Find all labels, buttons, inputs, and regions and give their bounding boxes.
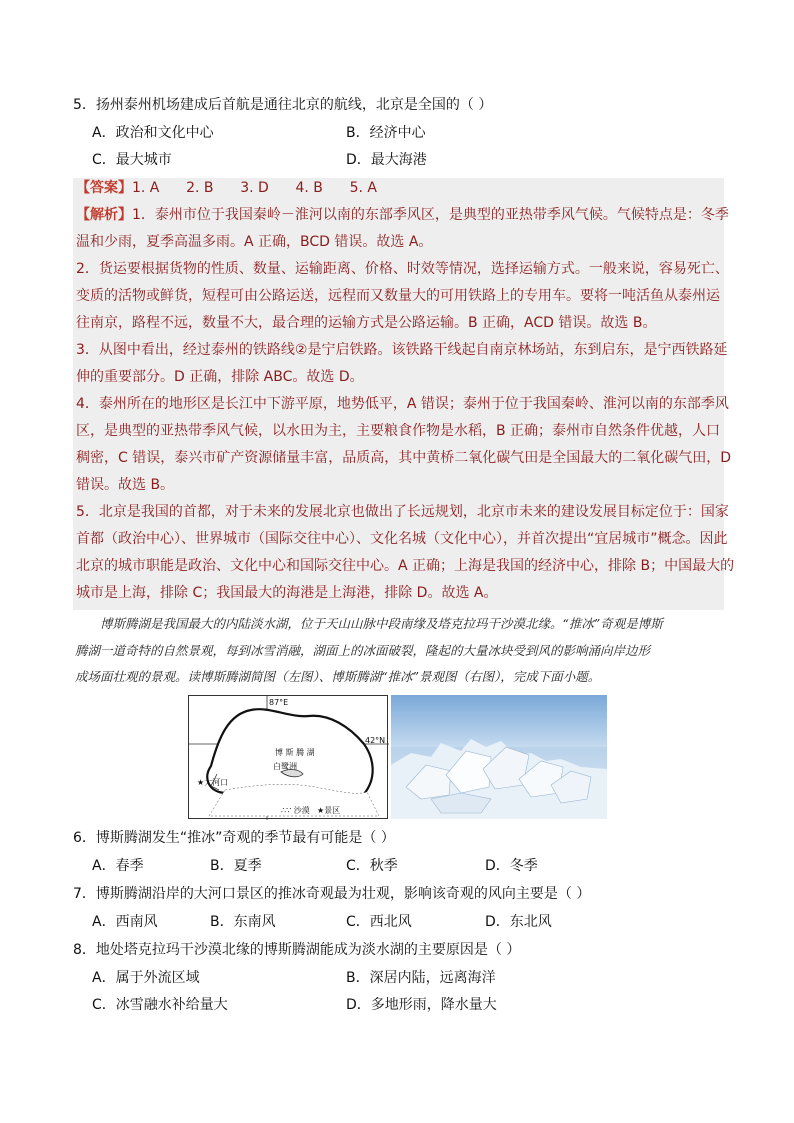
q7-option-a: A．西南风 [92,914,158,930]
q6-option-d: D．冬季 [485,858,538,874]
question-8-stem: 8．地处塔克拉玛干沙漠北缘的博斯腾湖能成为淡水湖的主要原因是（ ） [73,942,521,958]
q5-option-c: C．最大城市 [92,152,172,168]
analysis-text-line: 3．从图中看出，经过泰州的铁路线②是宁启铁路。该铁路干线起自南京林场站，东到启东，是宁西铁路延 [76,342,728,358]
q7-option-d: D．东北风 [485,914,552,930]
legend-desert: ∴∵ 沙漠 [281,806,310,815]
scenic-spot-marker: ★大河口 [197,778,229,787]
lake-outline-graphic [189,696,389,820]
question-6-stem: 6．博斯腾湖发生“推冰”奇观的季节最有可能是（ ） [73,830,395,846]
island-label: 白鹭洲 [273,762,297,771]
scenic-spot-label: 大河口 [204,778,229,787]
analysis-text-line: 区，是典型的亚热带季风气候，以水田为主，主要粮食作物是水稻，B 正确；泰州市自然条件优越，人口 [76,423,721,439]
q5-option-d: D．最大海港 [346,152,427,168]
push-ice-photo [391,695,607,819]
analysis-text-line: 5．北京是我国的首都，对于未来的发展北京也做出了长远规划，北京市未来的建设发展目标定位于：国家 [76,504,729,520]
analysis-text-line: 首都（政治中心）、世界城市（国际交往中心）、文化名城（文化中心），并首次提出“宜居城市”概念。因此 [76,531,728,547]
lake-figure [188,695,607,819]
analysis-text-line: 北京的城市职能是政治、文化中心和国际交往中心。A 正确；上海是我国的经济中心，排除 B；中国最大的 [76,558,735,574]
answer-items: 1. A 2. B 3. D 4. B 5. A [132,180,377,196]
material-intro-line: 博斯腾湖是我国最大的内陆淡水湖，位于天山山脉中段南缘及塔克拉玛干沙漠北缘。“推冰”奇观是博斯 [100,616,663,631]
question-7-stem: 7．博斯腾湖沿岸的大河口景区的推冰奇观最为壮观，影响该奇观的风向主要是（ ） [73,886,591,902]
longitude-label: 87°E [269,698,289,707]
q6-option-b: B．夏季 [210,858,262,874]
analysis-text-line: 错误。故选 B。 [76,477,175,493]
q6-option-a: A．春季 [92,858,144,874]
q8-option-a: A．属于外流区域 [92,970,200,986]
q7-option-b: B．东南风 [210,914,276,930]
analysis-tag: 【解析】 [76,207,132,223]
q8-option-d: D．多地形雨，降水量大 [346,997,497,1013]
analysis-text-line: 变质的活物或鲜货，短程可由公路运送，远程而又数量大的可用铁路上的专用车。要将一吨活鱼从泰州运 [76,288,720,304]
analysis-text-line: 4．泰州所在的地形区是长江中下游平原，地势低平，A 错误；泰州于位于我国秦岭、淮河以南的东部季风 [76,396,729,412]
analysis-text-line: 温和少雨，夏季高温多雨。A 正确，BCD 错误。故选 A。 [76,234,433,250]
q8-option-b: B．深居内陆，远离海洋 [346,970,496,986]
legend-scenic: ★景区 [317,806,341,815]
material-intro-line: 腾湖一道奇特的自然景观，每到冰雪消融，湖面上的冰面破裂，隆起的大量冰块受到风的影响涌向岸边形 [75,643,651,658]
lake-name-label: 博 斯 腾 湖 [275,748,315,757]
legend-desert-label: 沙漠 [293,806,310,815]
q7-option-c: C．西北风 [346,914,412,930]
analysis-text-line: 城市是上海，排除 C；我国最大的海港是上海港，排除 D。故选 A。 [76,585,498,601]
q5-option-a: A．政治和文化中心 [92,125,214,141]
analysis-text-line: 2．货运要根据货物的性质、数量、运输距离、价格、时效等情况，选择运输方式。一般来说，容易死亡、 [76,261,729,277]
material-intro-line: 成场面壮观的景观。读博斯腾湖简图（左图）、博斯腾湖“推冰”景观图（右图），完成下面小题。 [75,669,601,684]
answer-tag: 【答案】 [76,180,132,196]
q5-option-b: B．经济中心 [346,125,426,141]
analysis-text-line: 1．泰州市位于我国秦岭－淮河以南的东部季风区，是典型的亚热带季风气候。气候特点是：冬季 [132,207,729,223]
legend-scenic-label: 景区 [324,806,341,815]
bosten-lake-map [188,695,388,819]
latitude-label: 42°N [365,736,386,745]
analysis-text-line: 往南京，路程不远，数量不大，最合理的运输方式是公路运输。B 正确，ACD 错误。故选 B。 [76,315,657,331]
analysis-text-line: 稠密，C 错误，泰兴市矿产资源储量丰富，品质高，其中黄桥二氧化碳气田是全国最大的二氧化碳气田，D [76,450,732,466]
analysis-text-line: 伸的重要部分。D 正确，排除 ABC。故选 D。 [76,369,364,385]
q8-option-c: C．冰雪融水补给量大 [92,997,228,1013]
analysis-line [76,205,729,225]
question-5-stem: 5．扬州泰州机场建成后首航是通往北京的航线，北京是全国的（ ） [73,97,493,113]
answer-line [76,178,377,198]
q6-option-c: C．秋季 [346,858,398,874]
